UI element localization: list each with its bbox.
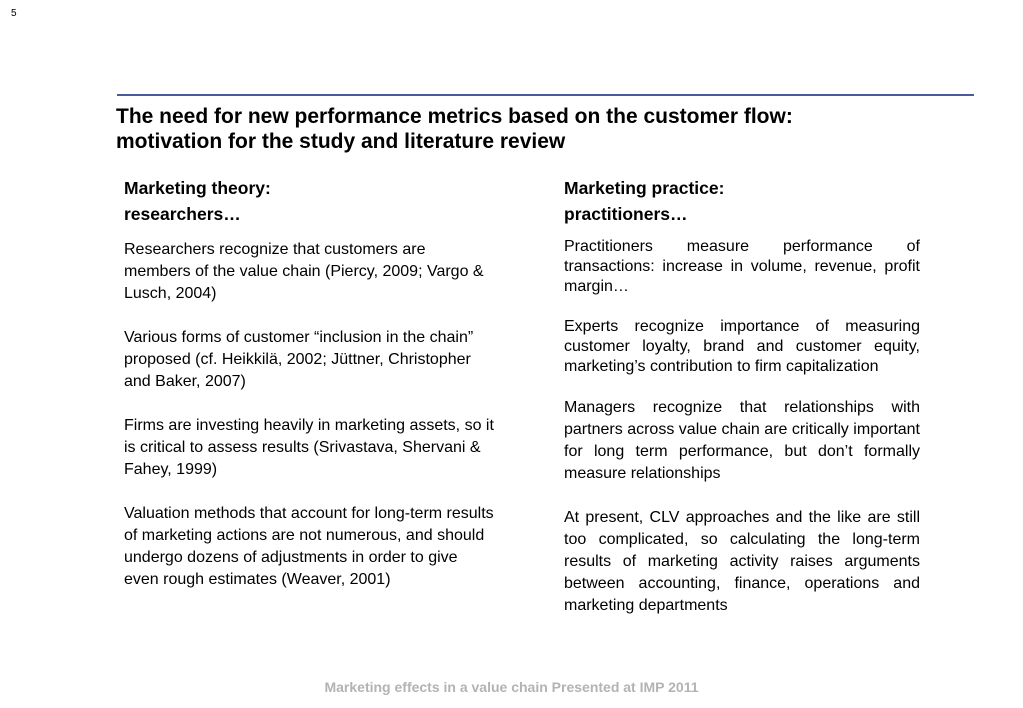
slide-title [116, 104, 976, 154]
researchers-point: Researchers recognize that customers are members of the value chain (Piercy, 2009; Vargo & Lusch, 2004) [124, 241, 484, 302]
marketing-practice-heading [564, 175, 920, 227]
marketing-practice-heading-line-1: Marketing practice: [564, 178, 725, 198]
practitioners-point: Practitioners measure performance of transactions: increase in volume, revenue, profit margin… [564, 238, 920, 295]
page-number: 5 [11, 8, 17, 19]
researchers-point: Various forms of customer “inclusion in the chain” proposed (cf. Heikkilä, 2002; Jüttner, Christopher and Baker, 2007) [124, 329, 474, 390]
researchers-point: Firms are investing heavily in marketing assets, so it is critical to assess results (Srivastava, Shervani & Fahey, 1999) [124, 417, 494, 478]
marketing-theory-column [124, 175, 494, 613]
marketing-theory-heading-line-2: researchers… [124, 204, 241, 224]
researchers-point: Valuation methods that account for long-term results of marketing actions are not numerous, and should undergo dozens of adjustments in order to give even rough estimates (Weaver, 2001) [124, 505, 494, 588]
marketing-theory-heading [124, 175, 494, 227]
slide-title-line-2: motivation for the study and literature review [116, 130, 566, 153]
title-divider [117, 94, 974, 96]
practitioners-point: At present, CLV approaches and the like are still too complicated, so calculating the long-term results of marketing activity raises arguments between accounting, finance, operations and marketing departments [564, 509, 920, 614]
footer-caption: Marketing effects in a value chain Presented at IMP 2011 [324, 679, 699, 695]
practitioners-points-list [564, 237, 920, 617]
slide-title-line-1: The need for new performance metrics based on the customer flow: [116, 105, 793, 128]
marketing-practice-column [564, 175, 920, 639]
practitioners-point: Managers recognize that relationships with partners across value chain are critically important for long term performance, but don’t formally measure relationships [564, 399, 920, 482]
researchers-points-list [124, 239, 494, 591]
marketing-practice-heading-line-2: practitioners… [564, 204, 688, 224]
marketing-theory-heading-line-1: Marketing theory: [124, 178, 271, 198]
practitioners-point: Experts recognize importance of measuring customer loyalty, brand and customer equity, marketing’s contribution to firm capitalization [564, 318, 920, 375]
